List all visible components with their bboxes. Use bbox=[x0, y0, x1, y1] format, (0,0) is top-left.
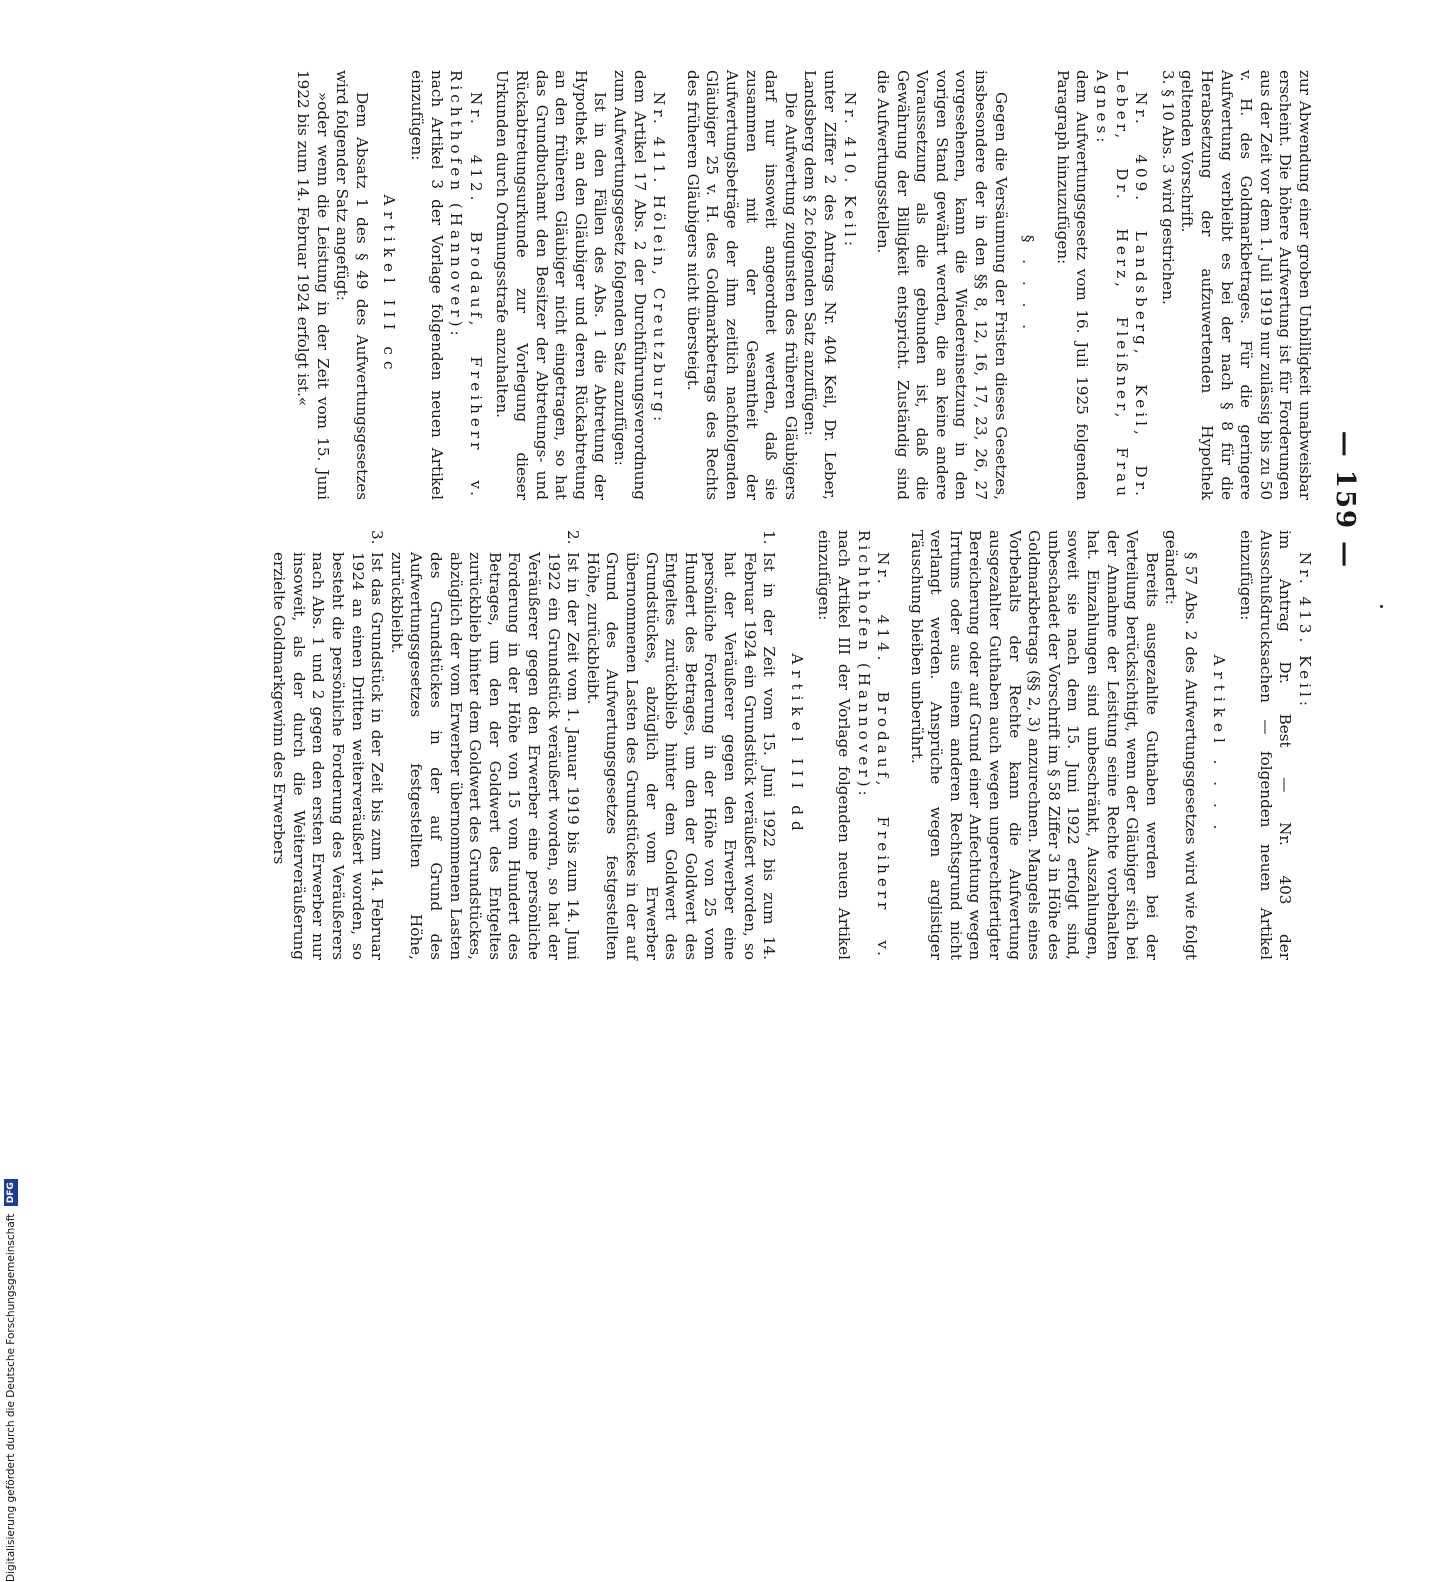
footer-text: Digitalisierung gefördert durch die Deutsche Forschungsgemeinschaft bbox=[5, 1213, 17, 1582]
motion-body: unter Ziffer 2 des Antrags Nr. 404 Keil, Dr. Leber, Landsberg dem § 2c folgenden Satz anzufügen: bbox=[801, 70, 839, 500]
numbered-item bbox=[582, 530, 778, 960]
motion-body: nach Artikel 3 der Vorlage folgenden neuen Artikel einzufügen: bbox=[408, 70, 446, 500]
item-text: Ist in der Zeit vom 1. Januar 1919 bis zum 14. Juni 1922 ein Grundstück veräußert worden, so hat der Veräußerer gegen den Erwerber eine persönliche Forderung in der Höhe von 15 vom Hundert des Betrages, um den der Goldwert des Entgeltes zurückblieb hinter dem Goldwert des Grundstückes, abzüglich der vom Erwerber übernommenen Lasten des Grundstückes in der auf Grund des Aufwertungsgesetzes festgestellten Höhe, zurückbleibt. bbox=[387, 552, 583, 960]
item-number: 3. bbox=[368, 530, 387, 545]
dfg-logo: DFG bbox=[4, 1179, 18, 1206]
article-heading: Artikel . . . . bbox=[1209, 654, 1228, 836]
scan-speck bbox=[1380, 605, 1383, 608]
list-item: 3. § 10 Abs. 3 wird gestrichen. bbox=[1158, 70, 1177, 305]
motion-heading: Nr. 413. Keil: bbox=[1296, 552, 1314, 710]
motion-heading: Nr. 409. Landsberg, Keil, Dr. Leber, Dr. Herz, Fleißner, Frau Agnes: bbox=[1093, 70, 1151, 500]
motion-heading: Nr. 410. Keil: bbox=[840, 92, 859, 250]
paragraph: Die Aufwertung zugunsten des früheren Gläubigers darf nur insoweit angeordnet werden, daß sie zusammen mit der Gesamtheit der Aufwertungsbeträge der ihm zeitlich nachfolgenden Gläubiger 25 v. H. des Goldmarkbetrags des Rechts des früheren Gläubigers nicht übersteigt. bbox=[683, 70, 800, 500]
page-number: — 159 — bbox=[1330, 430, 1360, 570]
paragraph: zur Abwendung einer groben Unbilligkeit unabweisbar erscheint. Die höhere Aufwertung ist für Forderungen aus der Zeit vor dem 1. Juli 1919 nur zulässig bis zu 50 v. H. des Goldmarkbetrages. Für die geringere Aufwertung verbleibt es bei der nach § 8 für die Herabsetzung der aufzuwertenden Hypothek geltenden Vorschrift. bbox=[1178, 70, 1314, 500]
motion-body: dem Artikel 17 Abs. 2 der Durchführungsverordnung zum Aufwertungsgesetz folgenden Satz anzufügen: bbox=[611, 70, 649, 500]
quotation: »oder wenn die Leistung in der Zeit vom 15. Juni 1922 bis zum 14. Februar 1924 erfolgt ist.« bbox=[294, 70, 332, 500]
motion-body: im Antrag Dr. Best — Nr. 403 der Ausschußdrucksachen — folgenden neuen Artikel einzufügen: bbox=[1237, 530, 1295, 960]
paragraph: Ist in den Fällen des Abs. 1 die Abtretung der Hypothek an den Gläubiger und deren Rückabtretung an den früheren Gläubiger nicht eingetragen, so hat das Grundbuchamt den Besitzer der Abtretungs- und Rückabtretungsurkunde zur Vorlegung dieser Urkunden durch Ordnungsstrafe anzuhalten. bbox=[493, 70, 610, 500]
paragraph: Gegen die Versäumung der Fristen dieses Gesetzes, insbesondere der in den §§ 8, 12, 16, 17, 23, 26, 27 vorgesehenen, kann die Wiedereinsetzung in den vorigen Stand gewährt werden, die an keine andere Voraussetzung als die gebunden ist, daß die Gewährung der Billigkeit entspricht. Zuständig sind die Aufwertungsstellen. bbox=[874, 70, 1010, 500]
motion-heading: Nr. 412. Brodauf, Freiherr v. Richthofen (Hannover): bbox=[447, 70, 485, 500]
numbered-item bbox=[269, 530, 387, 960]
item-text: Ist das Grundstück in der Zeit bis zum 14. Februar 1924 an einen Dritten weiterveräußert worden, so besteht die persönliche Forderung des Veräußerers nach Abs. 1 und 2 gegen den ersten Erwerber nur insoweit, als der durch die Weiterveräußerung erzielte Goldmarkgewinn des Erwerbers bbox=[270, 552, 387, 960]
item-number: 1. bbox=[760, 530, 779, 545]
article-heading: Artikel III dd bbox=[787, 653, 806, 837]
motion-body: dem Aufwertungsgesetz vom 16. Juli 1925 folgenden Paragraph hinzuzufügen: bbox=[1053, 70, 1092, 500]
numbered-item bbox=[386, 530, 582, 960]
right-column bbox=[269, 530, 1314, 960]
motion-heading: Nr. 414. Brodauf, Freiherr v. Richthofen (Hannover): bbox=[854, 530, 893, 960]
paragraph: Dem Absatz 1 des § 49 des Aufwertungsgesetzes wird folgender Satz angefügt: bbox=[333, 70, 371, 500]
motion-body: nach Artikel III der Vorlage folgenden neuen Artikel einzufügen: bbox=[815, 530, 853, 960]
item-text: Ist in der Zeit vom 15. Juni 1922 bis zum 14. Februar 1924 ein Grundstück veräußert worden, so hat der Veräußerer gegen den Erwerber eine persönliche Forderung in der Höhe von 25 vom Hundert des Betrages, um den der Goldwert des Entgeltes zurückblieb hinter dem Goldwert des Grundstückes, abzüglich der vom Erwerber übernommenen Lasten des Grundstückes in der auf Grund des Aufwertungsgesetzes festgestellten Höhe, zurückbleibt. bbox=[583, 552, 779, 960]
digitization-footer bbox=[1, 1172, 21, 1582]
section-sign: § . . . . bbox=[1019, 234, 1038, 336]
paragraph: § 57 Abs. 2 des Aufwertungsgesetzes wird wie folgt geändert: bbox=[1162, 530, 1201, 960]
paragraph: Bereits ausgezahlte Guthaben werden bei der Verteilung berücksichtigt, wenn der Gläubiger sich bei der Annahme der Leistung seine Rechte vorbehalten hat. Einzahlungen sind unbeschränkt, Auszahlungen, soweit sie nach dem 15. Juni 1922 erfolgt sind, unbeschadet der Vorschrift im § 58 Ziffer 3 in Höhe des Goldmarkbetrags (§§ 2, 3) anzurechnen. Mangels eines Vorbehalts der Rechte kann die Aufwertung ausgezahlter Guthaben auch wegen ungerechtfertigter Bereicherung oder auf Grund einer Anfechtung wegen Irrtums oder aus einem anderen Rechtsgrund nicht verlangt werden. Ansprüche wegen arglistiger Täuschung bleiben unberührt. bbox=[907, 530, 1161, 960]
article-heading: Artikel III cc bbox=[380, 194, 399, 376]
item-number: 2. bbox=[564, 530, 583, 545]
motion-heading: Nr. 411. Hölein, Creutzburg: bbox=[650, 92, 669, 426]
left-column bbox=[293, 70, 1315, 500]
